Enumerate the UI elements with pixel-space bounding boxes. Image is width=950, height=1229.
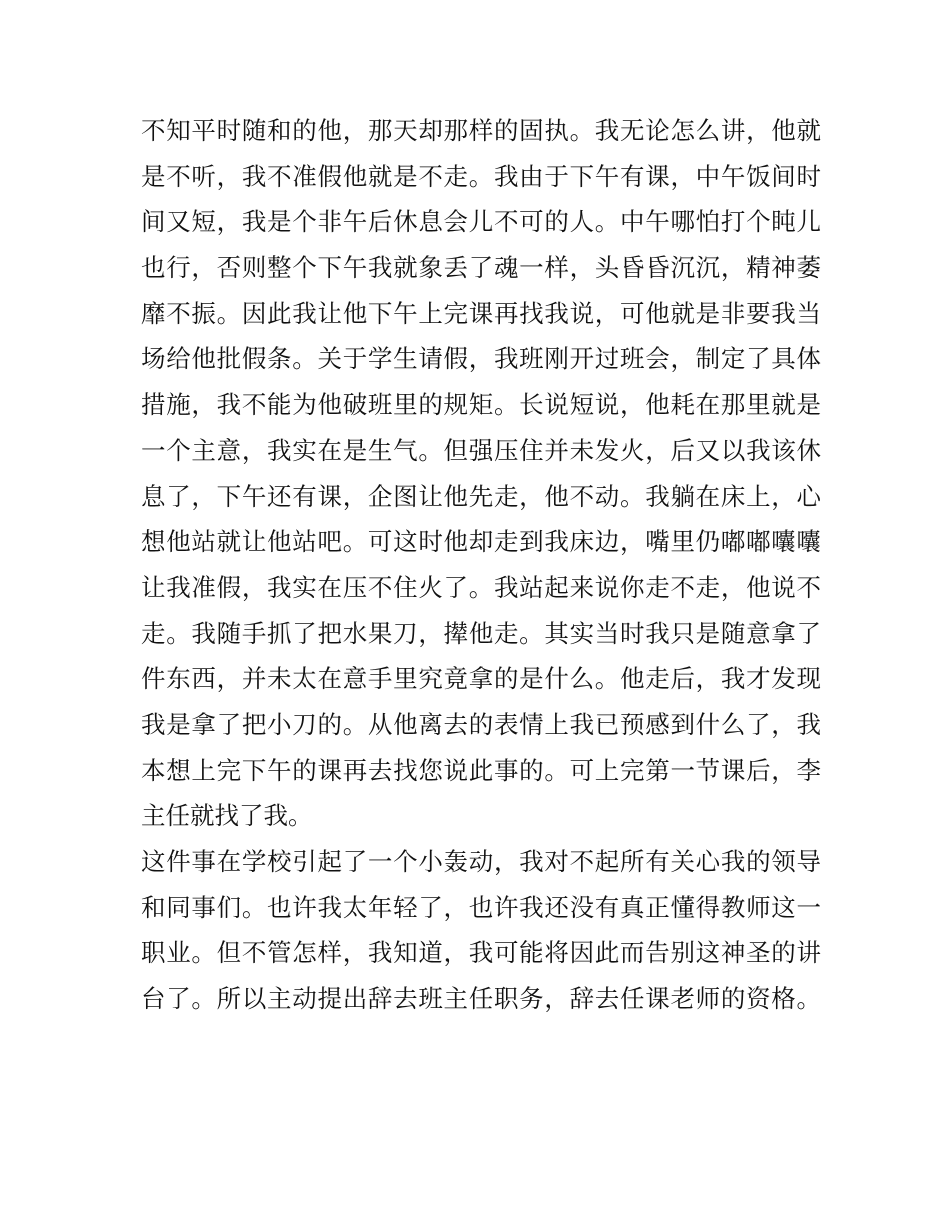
text-line: 是不听，我不准假他就是不走。我由于下午有课，中午饭间时 <box>141 161 821 191</box>
body-text <box>141 108 821 1022</box>
text-line: 也行，否则整个下午我就象丢了魂一样，头昏昏沉沉，精神萎 <box>141 253 821 283</box>
text-line: 间又短，我是个非午后休息会儿不可的人。中午哪怕打个盹儿 <box>141 207 821 237</box>
text-line: 台了。所以主动提出辞去班主任职务，辞去任课老师的资格。 <box>141 984 821 1014</box>
text-line: 想他站就让他站吧。可这时他却走到我床边，嘴里仍嘟嘟囔囔 <box>141 527 821 557</box>
text-line: 本想上完下午的课再去找您说此事的。可上完第一节课后，李 <box>141 755 821 785</box>
text-line: 件东西，并未太在意手里究竟拿的是什么。他走后，我才发现 <box>141 664 821 694</box>
text-line: 我是拿了把小刀的。从他离去的表情上我已预感到什么了，我 <box>141 709 821 739</box>
text-line: 场给他批假条。关于学生请假，我班刚开过班会，制定了具体 <box>141 344 821 374</box>
text-line: 靡不振。因此我让他下午上完课再找我说，可他就是非要我当 <box>141 298 821 328</box>
text-line: 不知平时随和的他，那天却那样的固执。我无论怎么讲，他就 <box>141 116 821 145</box>
text-line: 职业。但不管怎样，我知道，我可能将因此而告别这神圣的讲 <box>141 938 821 968</box>
text-line: 息了，下午还有课，企图让他先走，他不动。我躺在床上，心 <box>141 481 821 511</box>
text-line: 走。我随手抓了把水果刀，撵他走。其实当时我只是随意拿了 <box>141 618 821 648</box>
text-line: 措施，我不能为他破班里的规矩。长说短说，他耗在那里就是 <box>141 390 821 420</box>
text-line: 和同事们。也许我太年轻了，也许我还没有真正懂得教师这一 <box>141 892 821 922</box>
text-line: 一个主意，我实在是生气。但强压住并未发火，后又以我该休 <box>141 435 821 465</box>
text-line: 这件事在学校引起了一个小轰动，我对不起所有关心我的领导 <box>141 847 821 876</box>
text-line: 让我准假，我实在压不住火了。我站起来说你走不走，他说不 <box>141 572 821 602</box>
text-line: 主任就找了我。 <box>141 801 313 831</box>
